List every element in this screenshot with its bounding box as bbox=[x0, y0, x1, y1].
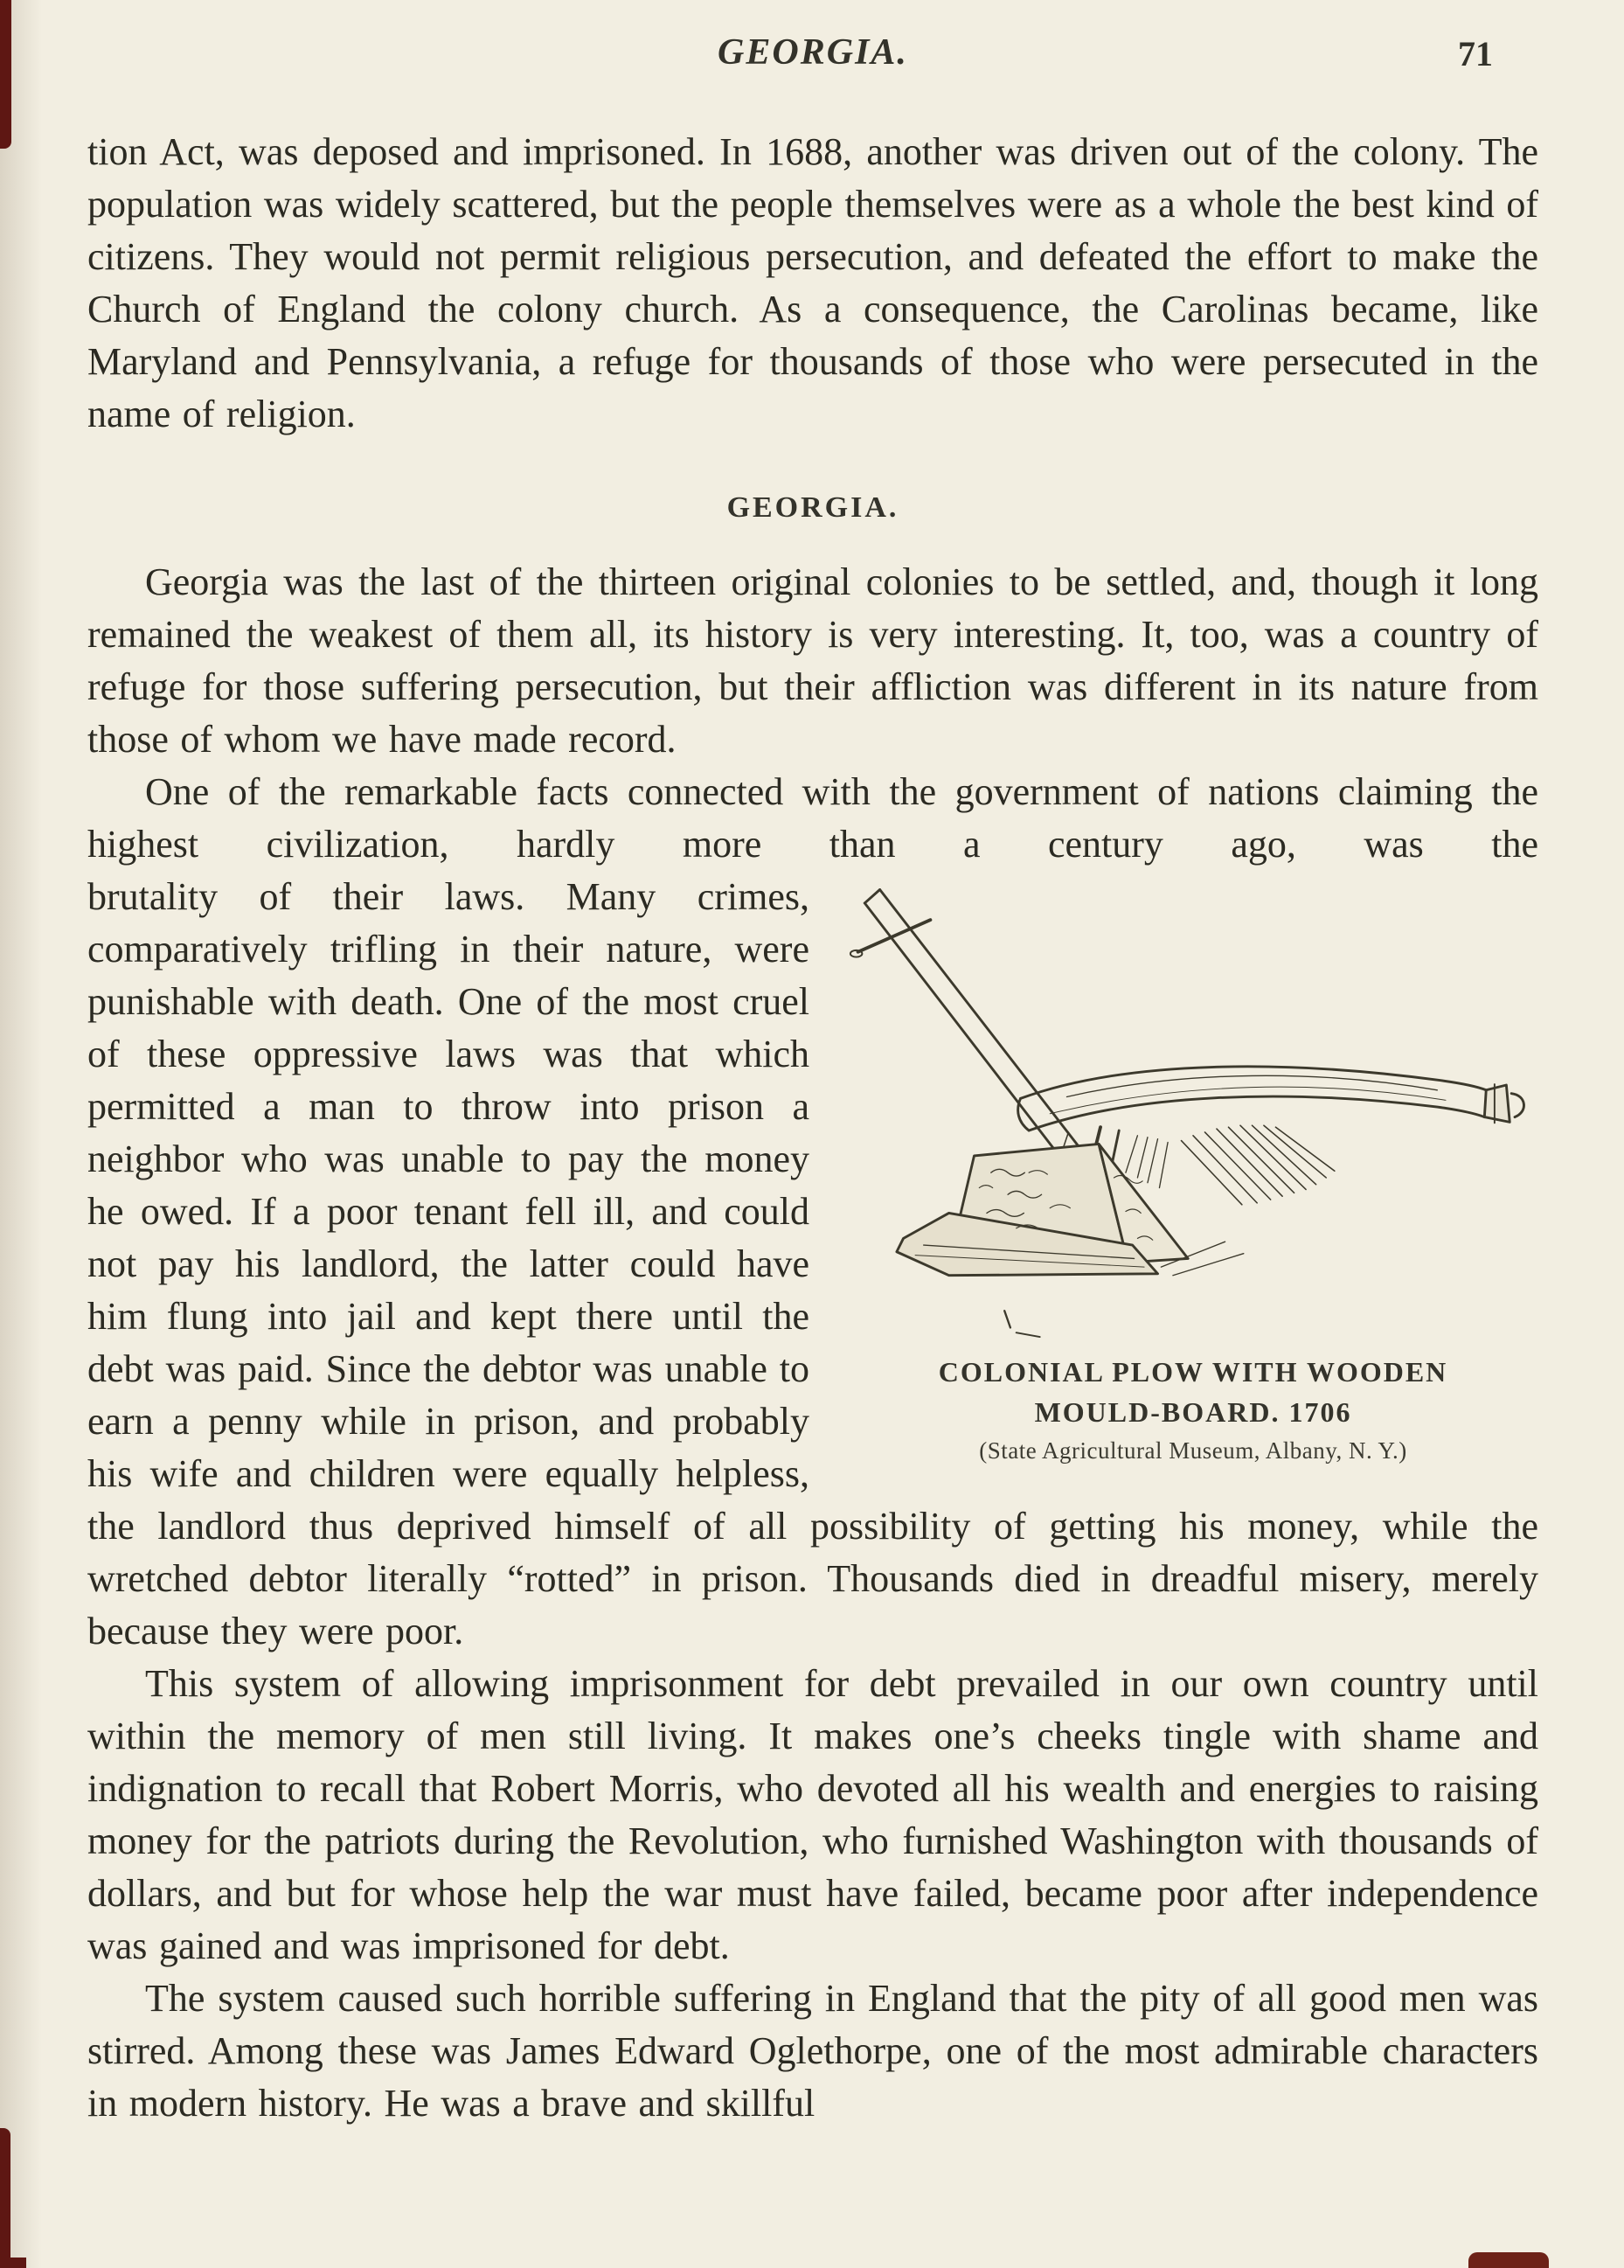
binding-edge-mark-bottom-right bbox=[1468, 2252, 1549, 2268]
page-header bbox=[87, 31, 1538, 87]
figure-caption-source: (State Agricultural Museum, Albany, N. Y.) bbox=[979, 1437, 1407, 1464]
paragraph-georgia-intro: Georgia was the last of the thirteen original colonies to be settled, and, though it long remained the weakest of them all, its history is very interesting. It, too, was a country of refuge for those suffering persecution, but their affliction was different in its nature from those of whom we have made record. bbox=[87, 560, 1538, 761]
running-title: GEORGIA. bbox=[718, 32, 908, 73]
paragraph-imprisonment-debt: This system of allowing imprisonment for debt prevailed in our own country until within the memory of men still living. It makes one’s cheeks tingle with shame and indignation to recall that Robert Morris, who devoted all his wealth and energies to raising money for the patriots during the Revolution, who furnished Washington with thousands of dollars, and but for whose help the war must have failed, became poor after independence was gained and was imprisoned for debt. bbox=[87, 1662, 1538, 1967]
binding-shadow bbox=[0, 0, 42, 2268]
paragraph-laws-intro: One of the remarkable facts connected with the government of nations claiming the highest civilization, hardly more than a century ago, was the bbox=[87, 770, 1538, 866]
plow-figure bbox=[848, 878, 1538, 1464]
paragraph-carolinas-continuation: tion Act, was deposed and imprisoned. In 1688, another was driven out of the colony. The population was widely scattered, but the people themselves were as a whole the best kind of citizens. They would not permit religious persecution, and defeated the effort to make the Church of England the colony church. As a consequence, the Carolinas became, like Maryland and Pennsylvania, a refuge for thousands of those who were persecuted in the name of religion. bbox=[87, 130, 1538, 435]
laws-section bbox=[87, 871, 1538, 1658]
binding-edge-mark-bottom-foot bbox=[0, 2258, 26, 2268]
paragraph-oglethorpe: The system caused such horrible suffering in England that the pity of all good men was stirred. Among these was James Edward Oglethorpe, one of the most admirable characters in modern history. He was a brave and skillful bbox=[87, 1977, 1538, 2125]
paragraph-laws-continuation: brutality of their laws. Many crimes, comparatively trifling in their nature, were punishable with death. One of the most cruel of these oppressive laws was that which permitted a man to throw into prison a neighbor who was unable to pay the money he owed. If a poor tenant fell ill, and could not pay his landlord, the latter could have him flung into jail and kept there until the debt was paid. Since the debtor was unable to earn a penny while in prison, and probably his wife and children were equally helpless, the landlord thus deprived himself of all possibility of getting his money, while the wretched debtor literally “rotted” in prison. Thousands died in dreadful misery, merely because they were poor. bbox=[87, 875, 1538, 1652]
binding-edge-mark-bottom-left bbox=[0, 2128, 10, 2268]
page-text-block bbox=[87, 31, 1538, 2130]
section-heading-georgia: GEORGIA. bbox=[726, 491, 899, 524]
colonial-plow-engraving bbox=[848, 878, 1538, 1350]
figure-caption-line1: COLONIAL PLOW WITH WOODEN bbox=[938, 1355, 1448, 1388]
figure-caption-line2: MOULD-BOARD. 1706 bbox=[1034, 1395, 1352, 1428]
page-number: 71 bbox=[1458, 34, 1493, 73]
figure-caption bbox=[848, 1353, 1538, 1464]
binding-edge-mark-top-left bbox=[0, 0, 11, 149]
